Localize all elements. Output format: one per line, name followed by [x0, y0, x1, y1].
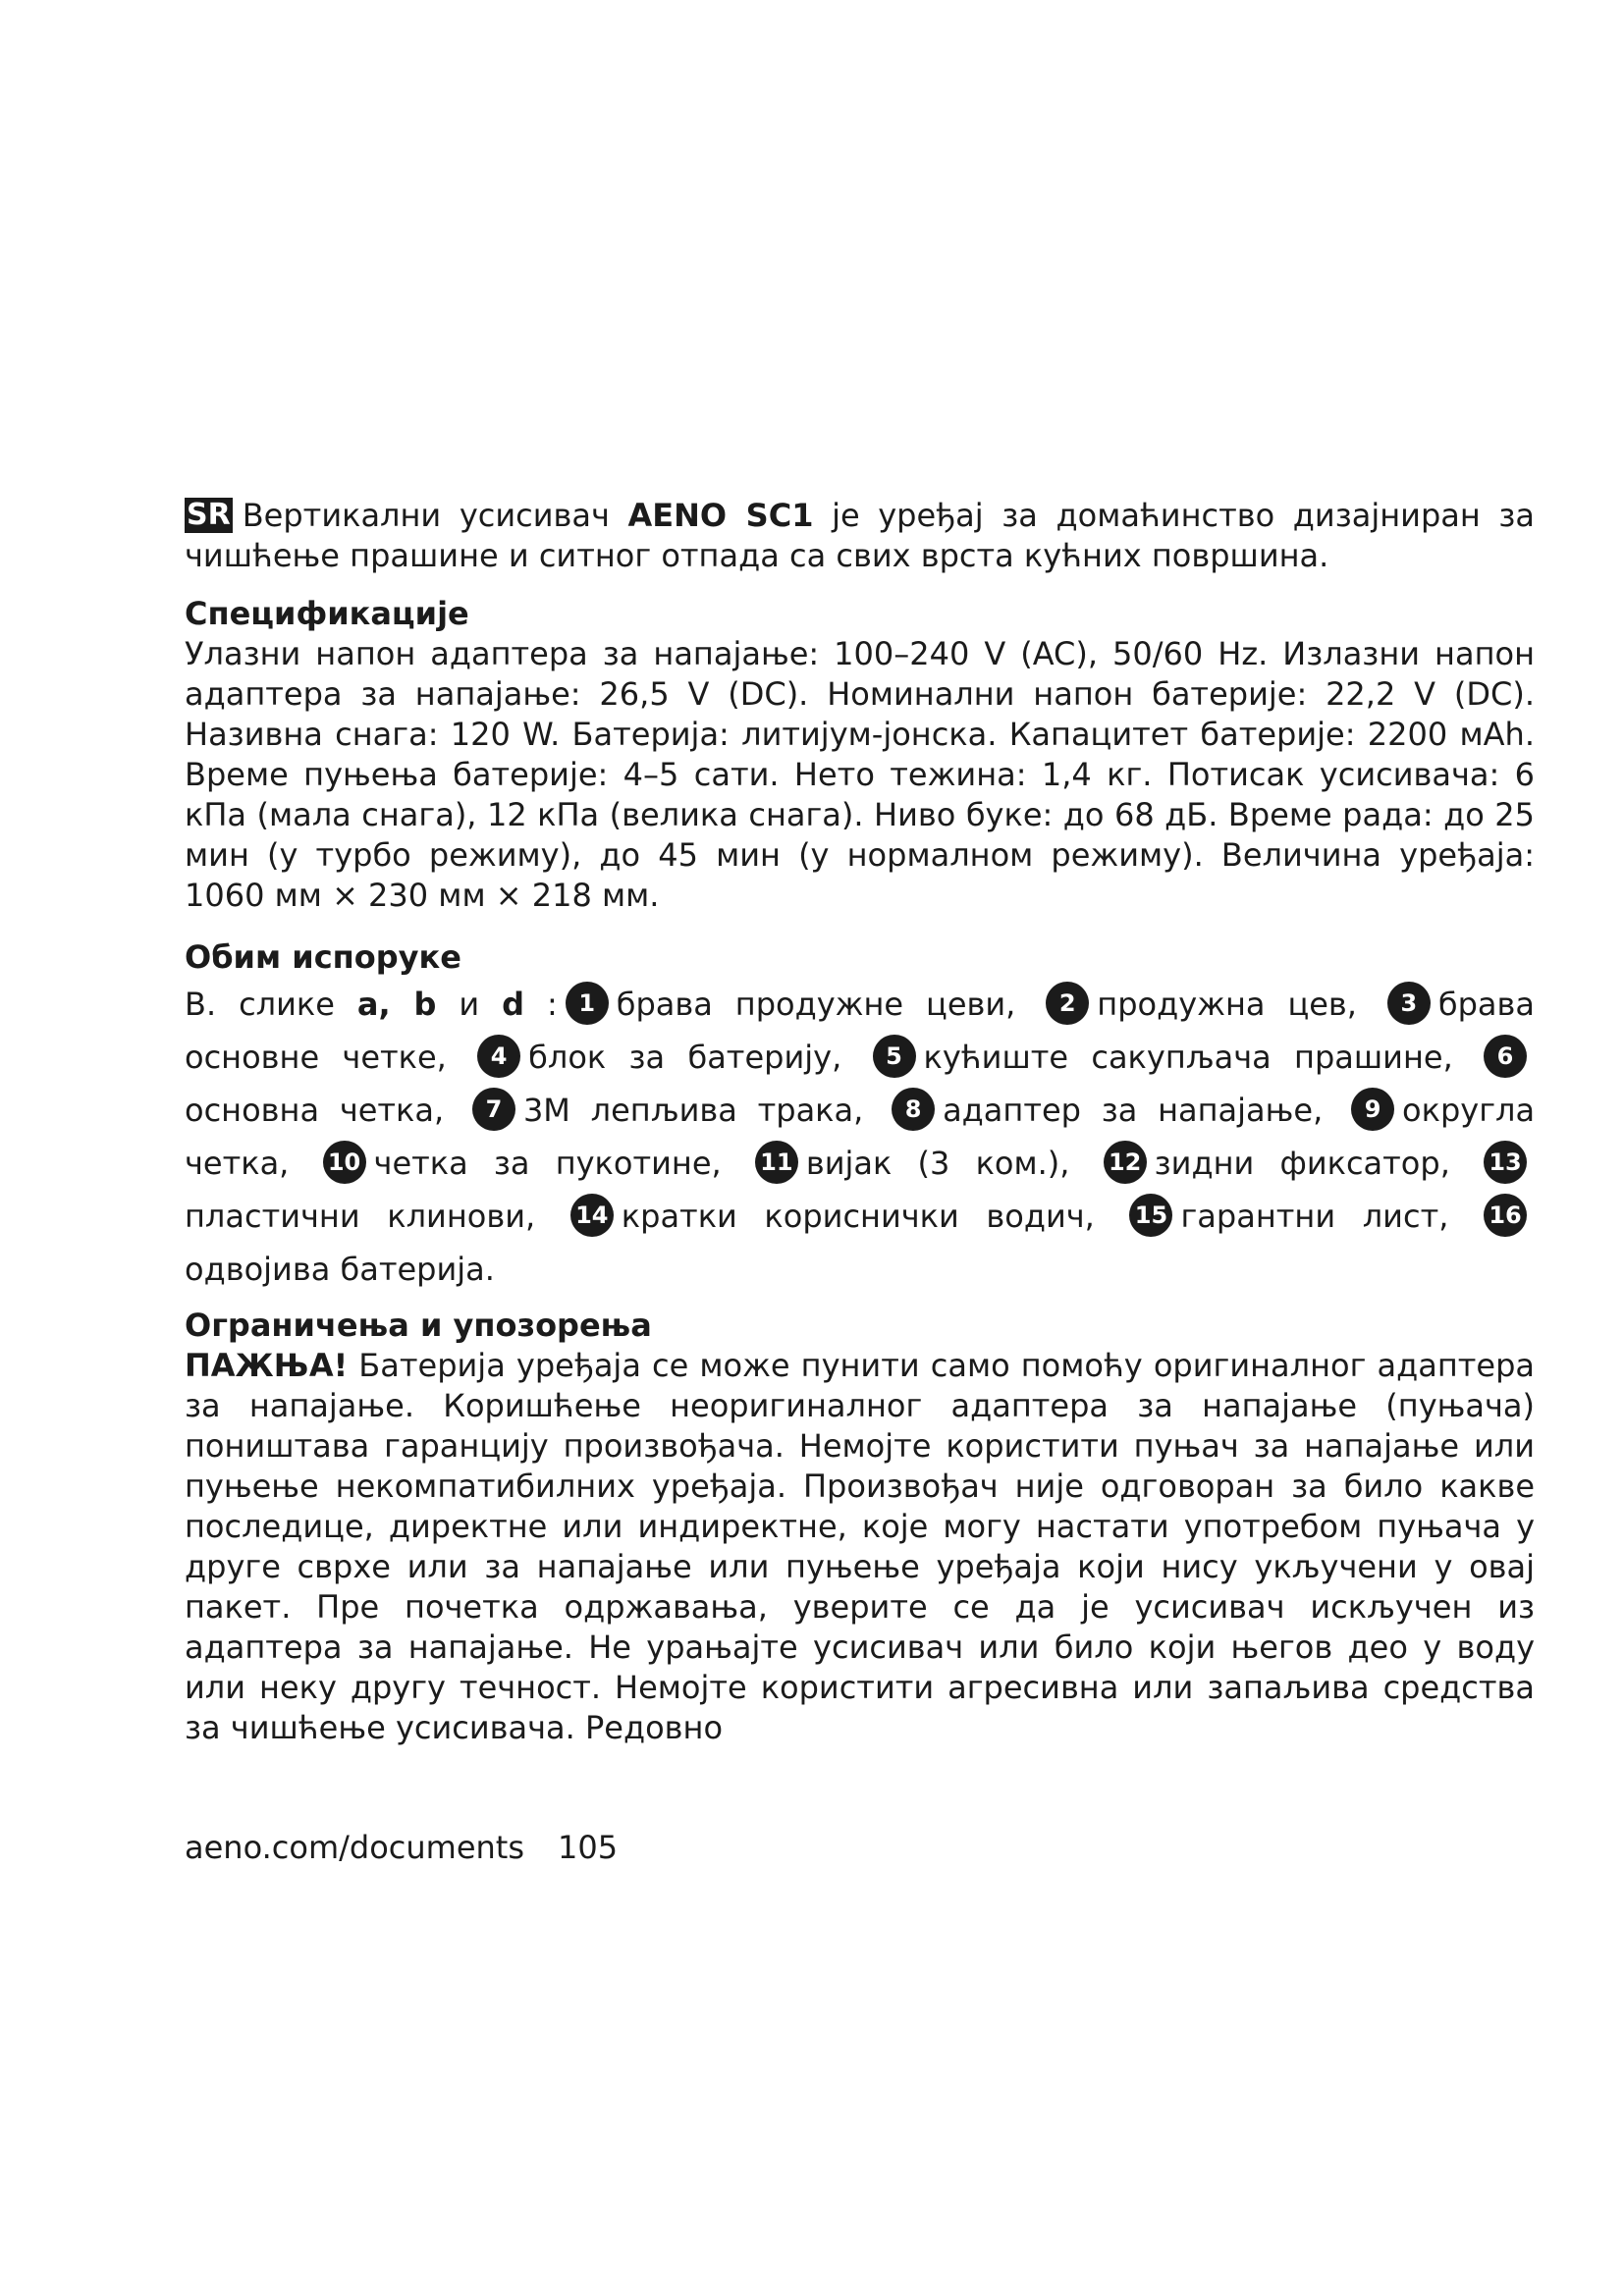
page-number: 105	[558, 1829, 619, 1866]
item-number-6: 6	[1484, 1035, 1527, 1078]
delivery-conjunction: и	[436, 986, 503, 1023]
item-number-15: 15	[1129, 1194, 1172, 1237]
delivery-figures: a, b	[356, 986, 437, 1023]
delivery-contents	[185, 978, 1535, 1296]
delivery-item-11: вијак (3 ком.),	[805, 1145, 1070, 1182]
delivery-paragraph	[185, 978, 1535, 1296]
delivery-heading: Обим испоруке	[185, 938, 461, 976]
specifications-text: Улазни напон адаптера за напајање: 100–240 V (AC), 50/60 Hz. Излазни напон адаптера за напајање: 26,5 V (DC). Номинални напон батерије: 22,2 V (DC). Називна снага: 120 W. Батерија: литијум-јонска. Капацитет батерије: 2200 мАh. Време пуњења батерије: 4–5 сати. Нето тежина: 1,4 кг. Потисак усисивача: 6 кПа (мала снага), 12 кПа (велика снага). Ниво буке: до 68 дБ. Време рада: до 25 мин (у турбо режиму), до 45 мин (у нормалном режиму). Величина уређаја: 1060 мм × 230 мм × 218 мм.	[185, 635, 1535, 914]
item-number-10: 10	[323, 1141, 366, 1184]
delivery-item-10: четка за пукотине,	[373, 1145, 722, 1182]
specifications-heading: Спецификације	[185, 595, 469, 632]
item-number-8: 8	[892, 1088, 935, 1131]
delivery-item-2: продужна цев,	[1097, 986, 1357, 1023]
item-number-14: 14	[570, 1194, 614, 1237]
item-number-11: 11	[755, 1141, 798, 1184]
delivery-intro-prefix: В. слике	[185, 986, 357, 1023]
delivery-item-4: блок за батерију,	[528, 1039, 842, 1076]
delivery-item-1: брава продужне цеви,	[616, 986, 1016, 1023]
item-number-3: 3	[1387, 982, 1431, 1025]
item-number-7: 7	[472, 1088, 515, 1131]
warnings-heading: Ограничења и упозорења	[185, 1307, 652, 1344]
delivery-item-16: одвојива батерија.	[185, 1251, 495, 1288]
product-name: AENO SC1	[627, 497, 814, 534]
language-badge: SR	[187, 498, 231, 532]
delivery-item-15: гарантни лист,	[1180, 1198, 1449, 1235]
warnings-text: Батерија уређаја се може пунити само помоћу оригиналног адаптера за напајање. Коришћење неоригиналног адаптера за напајање (пуњача) поништава гаранцију произвођача. Немојте користити пуњач за напајање или пуњење некомпатибилних уређаја. Произвођач није одговоран за било какве последице, директне или индиректне, које могу настати употребом пуњача у друге сврхе или за напајање или пуњење уређаја који нису укључени у овај пакет. Пре почетка одржавања, уверите се да је усисивач искључен из адаптера за напајање. Не урањајте усисивач или било који његов део у воду или неку другу течност. Немојте користити агресивна или запаљива средства за чишћење усисивача. Редовно	[185, 1347, 1535, 1746]
intro-text-after: је уређај за домаћинство дизајниран за чишћење прашине и ситног отпада са свих врста кућних површина.	[185, 497, 1535, 574]
item-number-13: 13	[1484, 1141, 1527, 1184]
delivery-items	[185, 986, 1535, 1288]
warnings-paragraph	[185, 1346, 1535, 1748]
item-number-2: 2	[1046, 982, 1089, 1025]
delivery-item-14: кратки кориснички водич,	[621, 1198, 1095, 1235]
delivery-item-3: брава основне четке,	[185, 986, 1535, 1076]
item-number-12: 12	[1104, 1141, 1147, 1184]
footer-url: aeno.com/documents	[185, 1829, 525, 1866]
delivery-figure-last: d	[502, 986, 524, 1023]
page-content	[185, 496, 1535, 1748]
delivery-item-7: 3M лепљива трака,	[522, 1092, 864, 1129]
delivery-item-8: адаптер за напајање,	[943, 1092, 1324, 1129]
intro-paragraph	[185, 496, 1535, 576]
item-number-1: 1	[566, 982, 609, 1025]
item-number-9: 9	[1351, 1088, 1394, 1131]
delivery-colon: :	[524, 986, 558, 1023]
intro-text-before: Вертикални усисивач	[242, 497, 628, 534]
page-footer	[185, 1828, 618, 1867]
delivery-item-12: зидни фиксатор,	[1154, 1145, 1450, 1182]
delivery-item-5: кућиште сакупљача прашине,	[923, 1039, 1453, 1076]
item-number-5: 5	[873, 1035, 916, 1078]
attention-label: ПАЖЊА!	[185, 1347, 349, 1384]
delivery-item-6: основна четка,	[185, 1092, 445, 1129]
item-number-16: 16	[1484, 1194, 1527, 1237]
delivery-item-9: округла четка,	[185, 1092, 1536, 1182]
delivery-item-13: пластични клинови,	[185, 1198, 536, 1235]
item-number-4: 4	[477, 1035, 520, 1078]
